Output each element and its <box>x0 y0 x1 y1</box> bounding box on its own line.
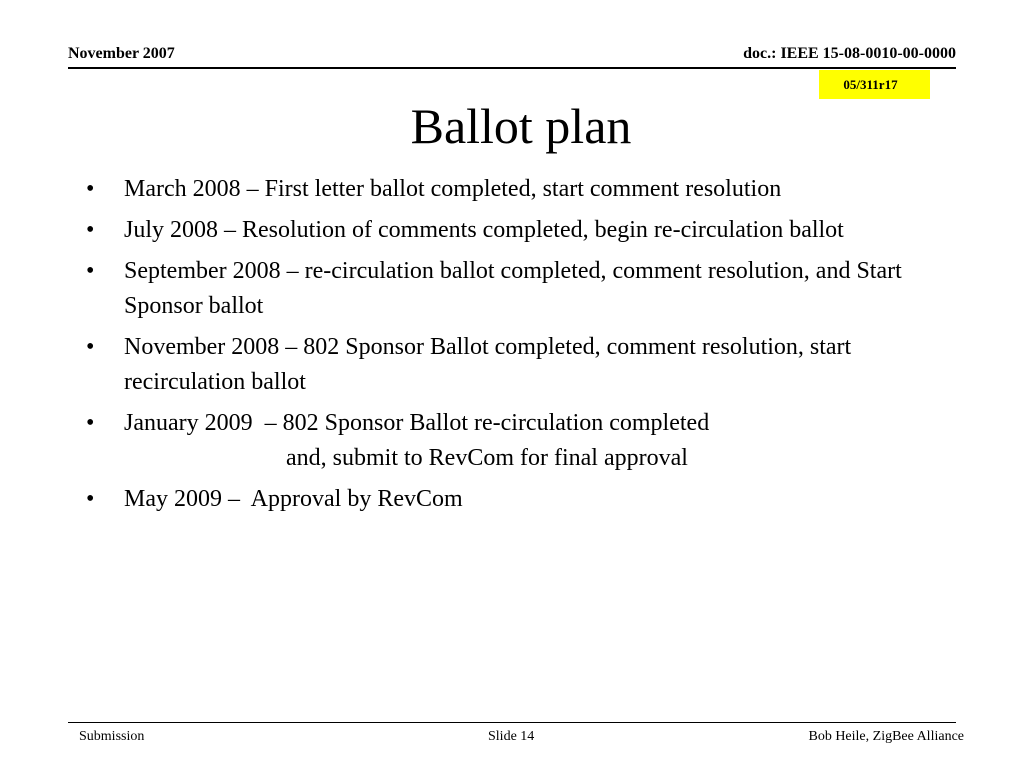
bullet-text: November 2008 – 802 Sponsor Ballot completed, comment resolution, start recirculation ballot <box>124 334 852 395</box>
bullet-icon: • <box>86 410 95 436</box>
bullet-icon: • <box>86 217 95 243</box>
bullet-text: March 2008 – First letter ballot completed, start comment resolution <box>124 176 782 202</box>
bullet-item <box>86 213 966 248</box>
footer-slide-number: Slide 14 <box>488 729 535 744</box>
header-divider <box>68 67 956 69</box>
bullet-item <box>86 254 966 324</box>
header-date: November 2007 <box>68 45 175 62</box>
bullet-item <box>86 172 966 207</box>
bullet-text: July 2008 – Resolution of comments completed, begin re-circulation ballot <box>124 217 844 243</box>
bullet-item <box>86 406 966 441</box>
bullet-icon: • <box>86 334 95 360</box>
bullet-item <box>86 330 966 400</box>
bullet-text: January 2009 – 802 Sponsor Ballot re-circulation completed <box>124 410 710 436</box>
footer-submission: Submission <box>79 729 145 744</box>
bullet-icon: • <box>86 258 95 284</box>
bullet-icon: • <box>86 486 95 512</box>
footer-divider <box>68 722 956 723</box>
bullet-continuation <box>86 441 966 476</box>
document-tag: 05/311r17 <box>819 70 930 99</box>
header-doc-id: doc.: IEEE 15-08-0010-00-0000 <box>743 45 956 62</box>
bullet-icon: • <box>86 176 95 202</box>
bullet-text: and, submit to RevCom for final approval <box>286 445 688 471</box>
bullet-text: May 2009 – Approval by RevCom <box>124 486 463 512</box>
bullet-text: September 2008 – re-circulation ballot completed, comment resolution, and Start Sponsor ballot <box>124 258 902 319</box>
bullet-list <box>86 172 966 523</box>
bullet-item <box>86 482 966 517</box>
slide-title: Ballot plan <box>410 98 632 154</box>
footer-author: Bob Heile, ZigBee Alliance <box>808 729 964 744</box>
